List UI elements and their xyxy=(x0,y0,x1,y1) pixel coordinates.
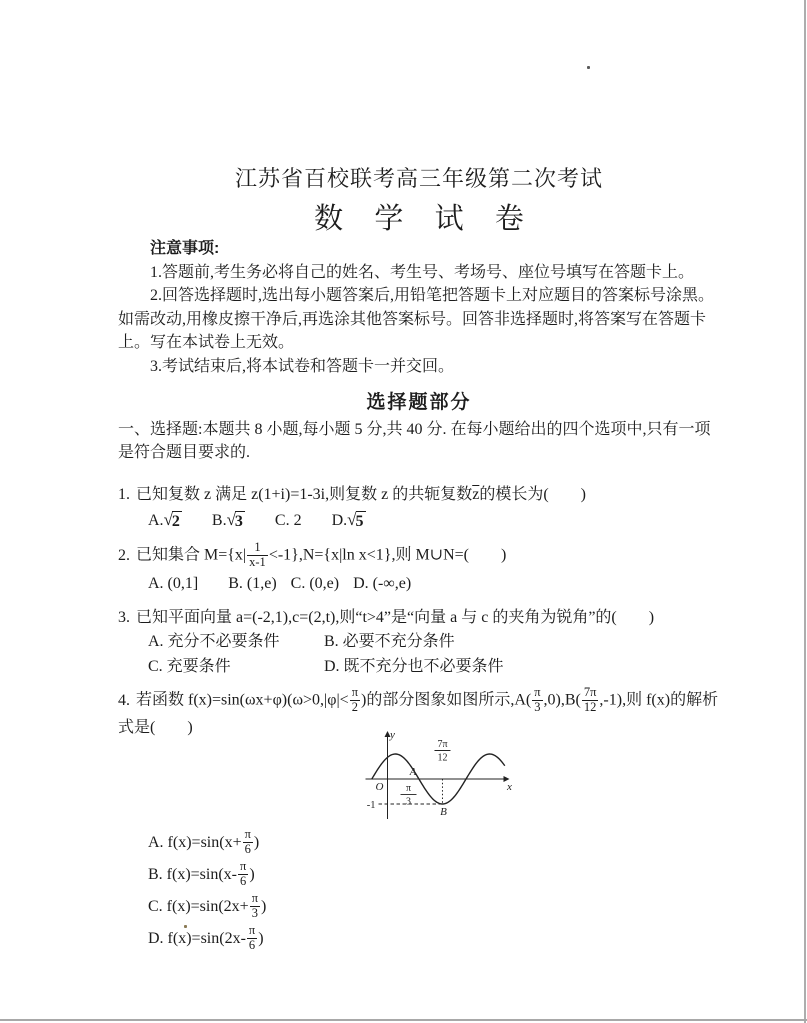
option-item xyxy=(148,828,720,858)
text-segment: B. f(x)=sin(x- xyxy=(148,866,238,883)
origin-label: O xyxy=(375,781,384,793)
square-root xyxy=(347,511,365,531)
conjugate-overline: $\overline{z}$ xyxy=(472,486,480,503)
fraction-denominator: 6 xyxy=(240,873,247,888)
question-2 xyxy=(118,542,720,597)
questions xyxy=(118,482,720,954)
point-b-label: B xyxy=(440,806,447,818)
radicand: 5 xyxy=(355,513,364,530)
question-number: 3. xyxy=(118,609,134,626)
text-segment: B. 必要不充分条件 xyxy=(324,633,455,650)
fraction-numerator: π xyxy=(251,891,259,905)
fraction-denominator: 2 xyxy=(351,699,358,714)
text-segment: 已知集合 M={x| xyxy=(136,546,247,564)
text-segment: A. f(x)=sin(x+ xyxy=(148,834,242,851)
fraction xyxy=(532,686,542,714)
question-number: 2. xyxy=(118,546,134,564)
question-4 xyxy=(118,687,720,954)
fraction-numerator: 1 xyxy=(254,540,261,554)
option-item xyxy=(212,507,245,534)
option-item xyxy=(291,570,339,597)
option-item xyxy=(148,924,720,954)
scan-artifact-dot xyxy=(587,66,590,69)
text-segment: A. xyxy=(148,512,164,529)
question-1 xyxy=(118,482,720,534)
text-segment: C. 2 xyxy=(274,512,302,529)
option-item xyxy=(148,892,720,922)
fraction-numerator: π xyxy=(351,685,358,699)
fraction-numerator: π xyxy=(240,859,247,873)
section-title: 选择题部分 xyxy=(366,392,472,413)
fraction-denominator: 3 xyxy=(534,699,541,714)
radicand: 2 xyxy=(171,513,180,530)
fraction xyxy=(250,892,260,920)
fraction-denominator: 6 xyxy=(244,841,251,856)
point-a-label: A xyxy=(409,767,417,778)
fraction xyxy=(247,924,257,952)
option-item xyxy=(275,507,302,534)
fraction-numerator: 7π xyxy=(583,685,597,699)
square-root xyxy=(227,511,245,531)
page-edge-right xyxy=(804,0,806,1023)
fraction xyxy=(582,686,599,714)
text-segment: D. f(x)=sin(2x- xyxy=(148,930,246,947)
question-3 xyxy=(118,605,720,679)
fraction xyxy=(247,541,268,569)
text-segment: D. (-∞,e) xyxy=(353,575,412,592)
text-segment: 若函数 f(x)=sin(ωx+φ)(ω>0,|φ|< xyxy=(136,691,349,709)
question-number: 4. xyxy=(118,691,134,709)
min-value-label: -1 xyxy=(366,800,376,811)
text-segment: ,-1),则 f(x)的解析式是( ) xyxy=(118,691,719,736)
x-tick-7pi-over-12: 12 xyxy=(437,752,448,764)
text-segment: 已知复数 z 满足 z(1+i)=1-3i,则复数 z 的共轭复数 xyxy=(136,486,473,503)
radical-sign-icon: √ xyxy=(163,510,173,529)
text-segment: B. (1,e) xyxy=(228,575,277,592)
radicand: 3 xyxy=(234,513,243,530)
option-item xyxy=(148,630,316,654)
page-edge-bottom xyxy=(0,1019,807,1021)
text-segment: ,0),B( xyxy=(543,691,581,709)
x-tick-pi-over-3: π xyxy=(405,783,412,794)
x-axis-label: x xyxy=(507,781,512,793)
options xyxy=(148,507,720,534)
x-tick-7pi-over-12: 7π xyxy=(437,739,448,750)
text-segment: C. (0,e) xyxy=(290,575,340,592)
notice-item: 2.回答选择题时,选出每小题答案后,用铅笔把答题卡上对应题目的答案标号涂黑。如需改动,用橡皮擦干净后,再选涂其他答案标号。回答非选择题时,将答案写在答题卡上。写在本试卷上无效。 xyxy=(118,287,715,351)
section-intro: 一、选择题:本题共 8 小题,每小题 5 分,共 40 分. 在每小题给出的四个选项中,只有一项是符合题目要求的. xyxy=(118,421,711,461)
fraction-numerator: π xyxy=(248,923,256,937)
options xyxy=(148,828,720,954)
text-segment: 已知平面向量 a=(-2,1),c=(2,t),则“t>4”是“向量 a 与 c 的夹角为锐角”的( ) xyxy=(136,609,655,626)
text-segment: ) xyxy=(249,866,255,883)
fraction-numerator: π xyxy=(534,685,541,699)
text-segment: B. xyxy=(211,512,227,529)
fraction xyxy=(238,860,248,888)
radical-sign-icon: √ xyxy=(226,510,236,529)
page-content xyxy=(118,166,720,954)
notice-section xyxy=(118,237,720,378)
question-stem xyxy=(118,542,720,570)
option-item xyxy=(228,570,276,597)
notice-item: 3.考试结束后,将本试卷和答题卡一并交回。 xyxy=(150,357,455,375)
radical-sign-icon: √ xyxy=(347,510,357,529)
text-segment: C. 充要条件 xyxy=(148,658,231,675)
fraction-numerator: π xyxy=(244,827,251,841)
question-stem xyxy=(118,605,720,630)
fraction xyxy=(350,686,360,714)
option-item xyxy=(332,507,366,534)
sine-graph-figure xyxy=(356,726,521,826)
y-axis-label: y xyxy=(390,729,395,741)
question-number: 1. xyxy=(118,486,134,503)
text-segment: ) xyxy=(253,834,260,851)
square-root xyxy=(164,511,182,531)
options xyxy=(148,570,720,597)
option-item xyxy=(148,507,182,534)
text-segment: A. (0,1] xyxy=(148,575,215,592)
notice-item: 1.答题前,考生务必将自己的姓名、考生号、考场号、座位号填写在答题卡上。 xyxy=(150,263,695,281)
text-segment: )的部分图象如图所示,A( xyxy=(361,691,532,709)
text-segment: ) xyxy=(261,898,267,915)
text-segment: A. 充分不必要条件 xyxy=(148,633,280,650)
text-segment: D. xyxy=(331,512,348,529)
x-tick-pi-over-3: 3 xyxy=(406,796,411,808)
paper-subject-title: 数 学 试 卷 xyxy=(314,203,536,235)
option-item xyxy=(324,655,504,679)
fraction xyxy=(243,828,253,856)
text-segment: C. f(x)=sin(2x+ xyxy=(148,898,249,915)
option-item xyxy=(324,630,504,654)
fraction-denominator: x-1 xyxy=(249,554,266,569)
option-item xyxy=(353,570,411,597)
sine-graph xyxy=(356,726,521,826)
text-segment: 的模长为( ) xyxy=(479,486,587,503)
exam-title: 江苏省百校联考高三年级第二次考试 xyxy=(234,166,603,191)
text-segment: ) xyxy=(258,930,264,947)
option-item xyxy=(148,860,720,890)
text-segment: <-1},N={x|ln x<1},则 M∪N=( ) xyxy=(268,546,507,564)
text-segment: D. 既不充分也不必要条件 xyxy=(324,658,504,675)
fraction-denominator: 3 xyxy=(251,905,258,920)
notice-heading: 注意事项: xyxy=(150,240,220,257)
option-item xyxy=(148,655,316,679)
fraction-denominator: 6 xyxy=(248,937,256,952)
fraction-denominator: 12 xyxy=(583,699,597,714)
question-stem xyxy=(118,482,720,507)
options xyxy=(148,630,504,679)
option-item xyxy=(148,570,214,597)
